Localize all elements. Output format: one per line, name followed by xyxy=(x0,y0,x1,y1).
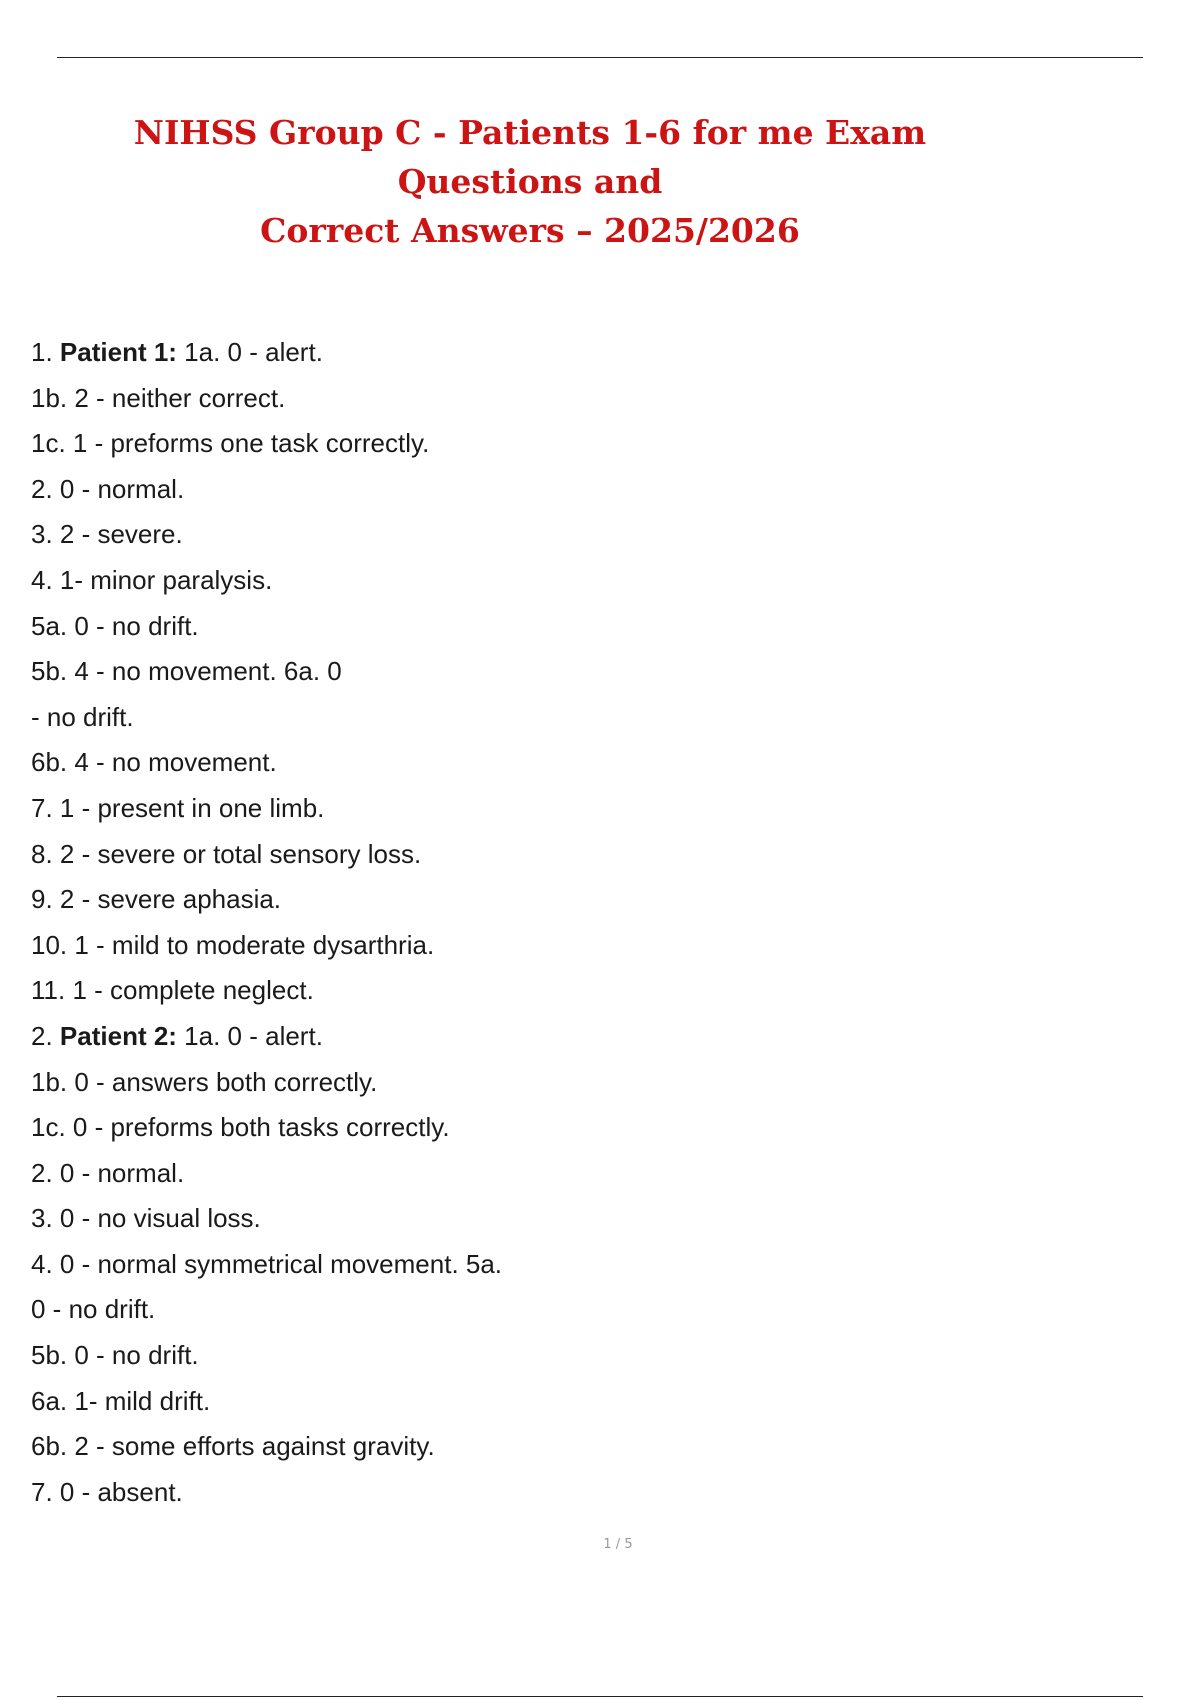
answer-line: 7. 0 - absent. xyxy=(31,1476,183,1507)
answer-line: 3. 0 - no visual loss. xyxy=(31,1203,261,1234)
title-line-1: NIHSS Group C - Patients 1-6 for me Exam Questions and xyxy=(133,113,927,201)
answer-line: 10. 1 - mild to moderate dysarthria. xyxy=(31,929,435,960)
answer-line: 11. 1 - complete neglect. xyxy=(31,975,314,1006)
answer-line: 6b. 2 - some efforts against gravity. xyxy=(31,1431,435,1462)
answer-line: 4. 1- minor paralysis. xyxy=(31,564,273,595)
answer-line: 5a. 0 - no drift. xyxy=(31,610,199,641)
answer-line xyxy=(31,330,502,376)
answer-line: 5b. 4 - no movement. 6a. 0 xyxy=(31,656,342,687)
answer-line: 3. 2 - severe. xyxy=(31,519,183,550)
title-line-2: Correct Answers – 2025/2026 xyxy=(260,211,800,250)
answer-line: 1b. 2 - neither correct. xyxy=(31,382,286,413)
answer-line: 6a. 1- mild drift. xyxy=(31,1385,211,1416)
line-answer: 1a. 0 - alert. xyxy=(176,1020,323,1051)
answer-line: 6b. 4 - no movement. xyxy=(31,747,277,778)
answer-line: 7. 1 - present in one limb. xyxy=(31,792,325,823)
line-number: 2. xyxy=(31,1020,60,1051)
answer-line: 9. 2 - severe aphasia. xyxy=(31,884,282,915)
patient-label: Patient 2: xyxy=(59,1020,177,1051)
footer-rule xyxy=(57,1696,1143,1697)
answer-line: 1b. 0 - answers both correctly. xyxy=(31,1066,378,1097)
patient-label: Patient 1: xyxy=(59,337,177,367)
answer-line: 8. 2 - severe or total sensory loss. xyxy=(31,838,422,869)
answer-line: 1c. 1 - preforms one task correctly. xyxy=(31,428,430,459)
answer-line: 2. 0 - normal. xyxy=(31,1157,185,1188)
document-title xyxy=(40,108,1020,255)
answer-list xyxy=(31,330,502,1515)
answer-line: - no drift. xyxy=(31,701,134,732)
page-number: 1 / 5 xyxy=(603,1537,633,1552)
line-number: 1. xyxy=(31,337,60,367)
answer-line: 5b. 0 - no drift. xyxy=(31,1340,199,1371)
answer-line: 2. 0 - normal. xyxy=(31,473,185,504)
answer-line xyxy=(31,1014,502,1060)
answer-line: 1c. 0 - preforms both tasks correctly. xyxy=(31,1112,450,1143)
header-rule xyxy=(57,57,1143,58)
answer-line: 0 - no drift. xyxy=(31,1294,156,1325)
answer-line: 4. 0 - normal symmetrical movement. 5a. xyxy=(31,1248,503,1279)
line-answer: 1a. 0 - alert. xyxy=(176,337,323,367)
